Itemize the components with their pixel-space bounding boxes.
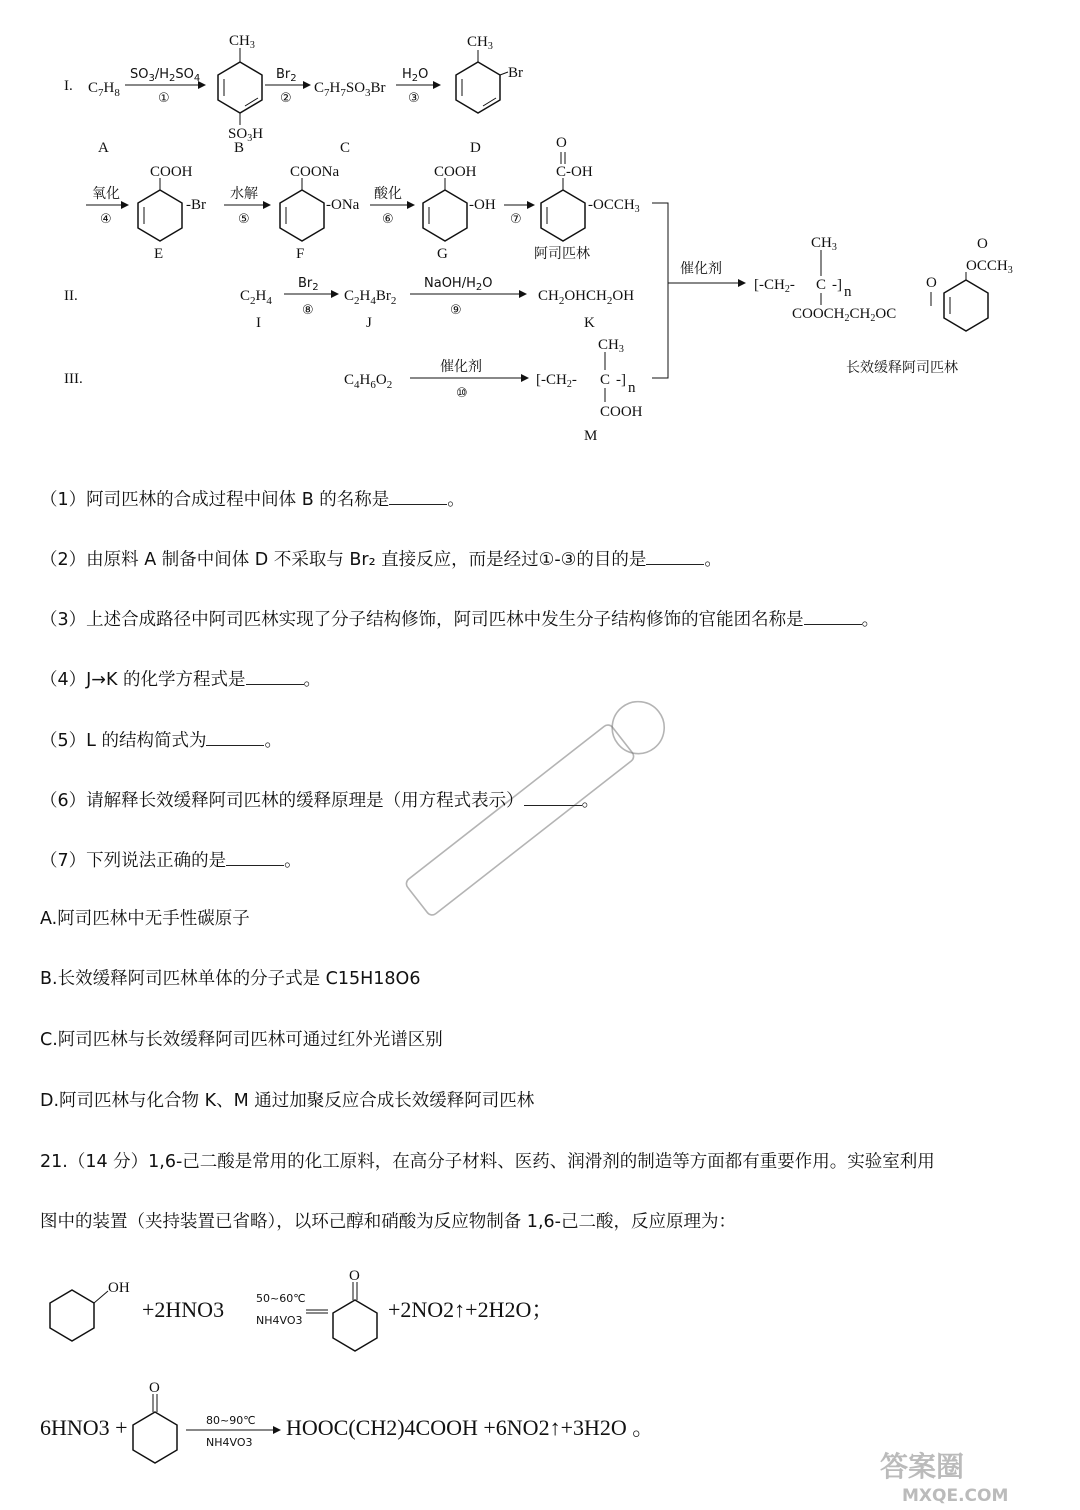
question-4-end: 。 (303, 670, 321, 690)
question-3-text: （3）上述合成路径中阿司匹林实现了分子结构修饰，阿司匹林中发生分子结构修饰的官能团名称是 (40, 610, 804, 630)
step-num-10: ⑩ (456, 386, 468, 401)
question-2-text: （2）由原料 A 制备中间体 D 不采取与 Br₂ 直接反应，而是经过①-③的目的是 (40, 550, 647, 570)
product-polymer-structure (754, 235, 1013, 331)
B-sulfo: $SO_3H$ (228, 126, 264, 144)
M-bracket-right: -] (616, 372, 626, 388)
problem-21-line-1: 21.（14 分）1,6-己二酸是常用的化工原料，在高分子材料、医药、润滑剂的制造等方面都有重要作用。实验室利用 (40, 1152, 935, 1172)
route-label-1: I. (64, 78, 73, 94)
cyclohexanol-oh: OH (108, 1280, 130, 1296)
aspirin-acid: C-OH (556, 164, 593, 180)
G-hydroxyl: -OH (469, 197, 496, 213)
eq2-condition-bottom: NH4VO3 (206, 1436, 253, 1449)
polymer-ester-chain: $COOCH_2CH_2OC$ (792, 306, 897, 324)
answer-blank-2[interactable] (646, 546, 704, 565)
compound-J-formula: $C_2H_4Br_2$ (344, 288, 397, 307)
polymer-bracket-right: -] (832, 277, 842, 293)
answer-blank-1[interactable] (389, 486, 447, 505)
M-bracket-left: [$-CH_2-$ (536, 372, 577, 390)
compound-L-reactant-formula: $C_4H_6O_2$ (344, 372, 393, 391)
step-num-1: ① (158, 91, 170, 106)
cyclohexanone-structure-1 (333, 1268, 377, 1351)
option-a: A.阿司匹林中无手性碳原子 (40, 909, 250, 929)
question-6 (40, 787, 599, 813)
letter-C: C (340, 140, 351, 156)
reagent-step-8: $Br_2$ (298, 276, 319, 293)
route-label-2: II. (64, 288, 78, 304)
letter-A: A (98, 140, 109, 156)
question-6-text: （6）请解释长效缓释阿司匹林的缓释原理是（用方程式表示） (40, 791, 524, 811)
compound-D-structure (456, 34, 523, 113)
D-bromo: Br (508, 65, 523, 81)
compound-G-structure (423, 164, 496, 241)
reagent-step-4: 氧化 (92, 186, 120, 202)
question-6-end: 。 (581, 791, 600, 811)
letter-K: K (584, 315, 595, 331)
reagent-step-5: 水解 (230, 186, 258, 202)
reagent-step-1: $SO_3/H_2SO_4$ (130, 67, 201, 84)
question-2 (40, 546, 722, 572)
polymer-carbon: C (816, 277, 827, 293)
letter-E: E (154, 246, 164, 262)
option-d: D.阿司匹林与化合物 K、M 通过加聚反应合成长效缓释阿司匹林 (40, 1091, 535, 1111)
question-1 (40, 486, 465, 512)
compound-I-formula: $C_2H_4$ (240, 288, 272, 307)
letter-J: J (366, 315, 372, 331)
compound-K-formula: $CH_2OHCH_2OH$ (538, 288, 635, 307)
compound-A-formula: $C_7H_8$ (88, 80, 120, 99)
G-carboxyl: COOH (434, 164, 477, 180)
D-methyl: $CH_3$ (467, 34, 493, 52)
step-num-5: ⑤ (238, 212, 250, 227)
eq2-products: HOOC(CH2)4COOH +6NO2↑+3H2O 。 (286, 1415, 655, 1440)
question-5-end: 。 (264, 731, 282, 751)
answer-blank-4[interactable] (246, 666, 304, 685)
M-carbon: C (600, 372, 611, 388)
eq1-reactant: +2HNO3 (142, 1297, 225, 1322)
E-carboxyl: COOH (150, 164, 193, 180)
question-7-end: 。 (284, 851, 302, 871)
E-bromo: -Br (186, 197, 206, 213)
question-1-text: （1）阿司匹林的合成过程中间体 B 的名称是 (40, 490, 390, 510)
eq1-condition-bottom: NH4VO3 (256, 1314, 303, 1327)
aspirin-carbonyl-o: O (556, 135, 567, 151)
answer-blank-7[interactable] (226, 847, 284, 866)
question-1-end: 。 (447, 490, 465, 510)
question-7-text: （7）下列说法正确的是 (40, 851, 227, 871)
joining-bracket (652, 203, 668, 378)
answer-blank-6[interactable] (524, 787, 582, 806)
polymer-acetyl-o: O (977, 236, 988, 252)
eq1-products: +2NO2↑+2H2O； (388, 1297, 554, 1322)
M-methyl: $CH_3$ (598, 337, 624, 355)
eq2-reactant: 6HNO3 + (40, 1415, 128, 1440)
step-num-7: ⑦ (510, 212, 522, 227)
question-3-end: 。 (861, 610, 880, 630)
B-methyl: $CH_3$ (229, 33, 255, 51)
cyclohexanone-1-o: O (349, 1268, 360, 1284)
question-2-end: 。 (704, 550, 722, 570)
reagent-step-6: 酸化 (374, 186, 402, 202)
step-num-6: ⑥ (382, 212, 394, 227)
question-4 (40, 666, 321, 692)
cyclohexanol-structure (50, 1280, 130, 1341)
aspirin-label: 阿司匹林 (534, 246, 590, 262)
polymer-aryl-ester: $OCCH_3$ (966, 258, 1013, 276)
compound-M-structure (536, 337, 643, 420)
step-num-9: ⑨ (450, 303, 462, 318)
polymer-methyl: $CH_3$ (811, 235, 837, 253)
question-5 (40, 727, 282, 753)
letter-F: F (296, 246, 305, 262)
eq1-condition-top: 50~60℃ (256, 1292, 306, 1305)
question-5-text: （5）L 的结构简式为 (40, 731, 207, 751)
F-carboxylate: COONa (290, 164, 340, 180)
letter-M: M (584, 428, 598, 444)
cyclohexanone-structure-2 (133, 1380, 177, 1463)
letter-G: G (437, 246, 448, 262)
letter-I: I (256, 315, 261, 331)
product-label: 长效缓释阿司匹林 (846, 360, 958, 376)
question-4-text: （4）J→K 的化学方程式是 (40, 670, 246, 690)
compound-C-formula: $C_7H_7SO_3Br$ (314, 80, 386, 99)
reagent-step-10: 催化剂 (440, 359, 482, 375)
compound-E-structure (138, 164, 206, 241)
answer-blank-5[interactable] (206, 727, 264, 746)
letter-D: D (470, 140, 481, 156)
option-b: B.长效缓释阿司匹林单体的分子式是 C15H18O6 (40, 969, 421, 989)
polymer-n: n (844, 284, 852, 300)
catalyst-label: 催化剂 (680, 261, 722, 277)
aspirin-structure (541, 135, 640, 241)
reagent-step-3: $H_2O$ (402, 67, 429, 84)
option-c: C.阿司匹林与长效缓释阿司匹林可通过红外光谱区别 (40, 1030, 443, 1050)
compound-B-structure (218, 33, 263, 144)
answer-blank-3[interactable] (804, 606, 862, 625)
M-carboxyl: COOH (600, 404, 643, 420)
cyclohexanone-2-o: O (149, 1380, 160, 1396)
route-label-3: III. (64, 371, 83, 387)
compound-F-structure (280, 164, 360, 241)
watermark-site: MXQE.COM (902, 1486, 1009, 1506)
step-num-3: ③ (408, 91, 420, 106)
aspirin-ester: $-OCCH_3$ (588, 197, 640, 215)
watermark-logo: 答案圈 (880, 1450, 965, 1483)
eq2-condition-top: 80~90℃ (206, 1414, 256, 1427)
step-num-2: ② (280, 91, 292, 106)
step-num-8: ⑧ (302, 303, 314, 318)
polymer-bracket-left: [$-CH_2-$ (754, 277, 795, 295)
F-phenoxide: -ONa (326, 197, 360, 213)
polymer-carbonyl-o: O (926, 275, 937, 291)
question-7 (40, 847, 302, 873)
letter-B: B (234, 140, 245, 156)
reagent-step-2: $Br_2$ (276, 67, 297, 84)
reagent-step-9: NaOH/$H_2O$ (424, 276, 493, 293)
question-3 (40, 606, 879, 632)
step-num-4: ④ (100, 212, 112, 227)
problem-21-line-2: 图中的装置（夹持装置已省略），以环己醇和硝酸为反应物制备 1,6-己二酸，反应原理为： (40, 1212, 736, 1232)
M-n: n (628, 380, 636, 396)
eq1-condition-arrow (306, 1310, 328, 1313)
